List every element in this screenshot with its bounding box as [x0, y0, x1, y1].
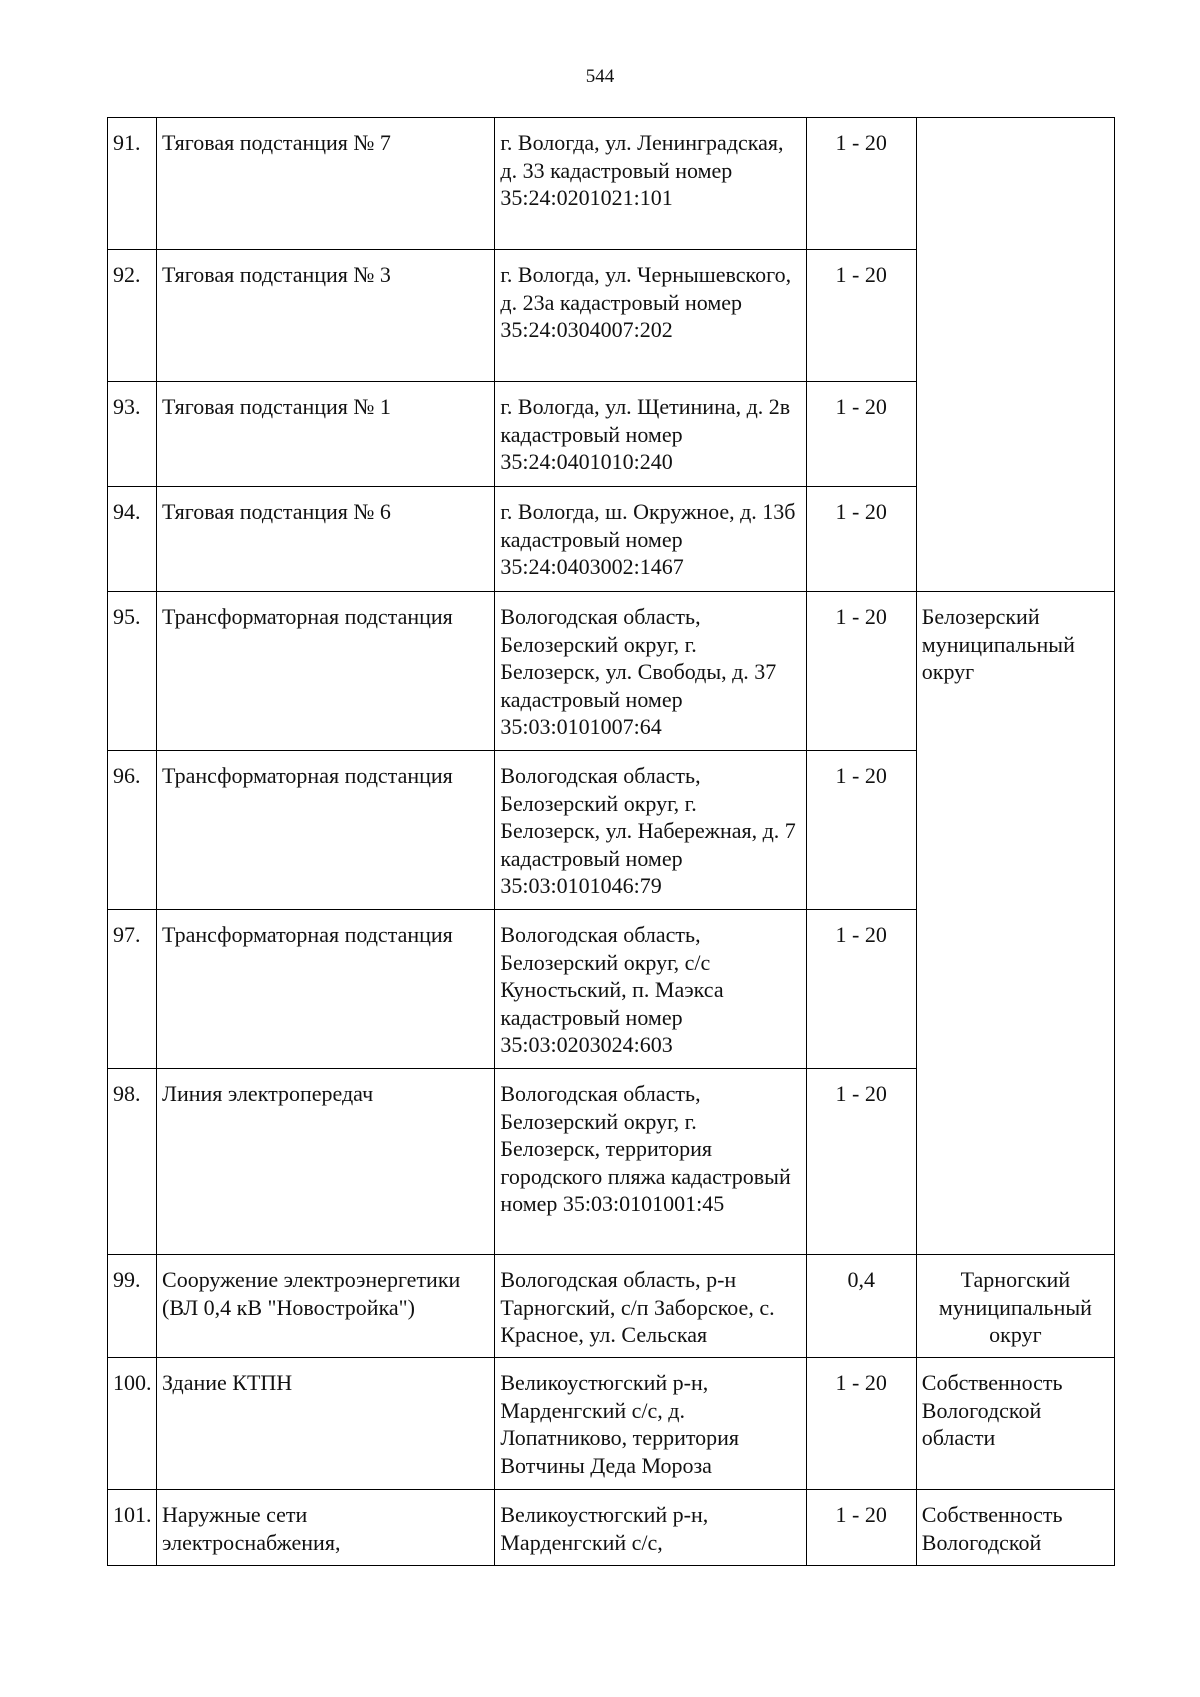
object-name: Трансформаторная подстанция: [157, 592, 495, 751]
row-number: 100.: [108, 1358, 157, 1490]
object-name: Тяговая подстанция № 7: [157, 118, 495, 250]
object-address: Великоустюгский р-н, Марденгский с/с, д. Лопатниково, территория Вотчины Деда Мороза: [495, 1358, 806, 1490]
object-value: 1 - 20: [806, 1490, 916, 1566]
object-value: 1 - 20: [806, 382, 916, 487]
object-value: 1 - 20: [806, 910, 916, 1069]
registry-table: [107, 117, 1115, 1566]
object-name: Тяговая подстанция № 3: [157, 250, 495, 382]
row-number: 101.: [108, 1490, 157, 1566]
object-value: 1 - 20: [806, 1069, 916, 1255]
row-number: 93.: [108, 382, 157, 487]
table-row: [108, 1490, 1115, 1566]
object-value: 1 - 20: [806, 751, 916, 910]
object-address: Вологодская область, Белозерский округ, г. Белозерск, территория городского пляжа кадастровый номер 35:03:0101001:45: [495, 1069, 806, 1255]
owner-vologda-region: Собственность Вологодской области: [916, 1358, 1114, 1490]
object-name: Тяговая подстанция № 1: [157, 382, 495, 487]
row-number: 91.: [108, 118, 157, 250]
object-value: 1 - 20: [806, 250, 916, 382]
object-name: Трансформаторная подстанция: [157, 751, 495, 910]
object-value: 1 - 20: [806, 592, 916, 751]
object-address: г. Вологда, ул. Чернышевского, д. 23а кадастровый номер 35:24:0304007:202: [495, 250, 806, 382]
owner-tarnogsky: Тарногский муниципальный округ: [916, 1255, 1114, 1358]
row-number: 95.: [108, 592, 157, 751]
object-address: г. Вологда, ш. Окружное, д. 13б кадастровый номер 35:24:0403002:1467: [495, 487, 806, 592]
object-value: 1 - 20: [806, 1358, 916, 1490]
object-name: Трансформаторная подстанция: [157, 910, 495, 1069]
object-address: г. Вологда, ул. Щетинина, д. 2в кадастровый номер 35:24:0401010:240: [495, 382, 806, 487]
page-number: 544: [585, 66, 615, 87]
object-address: Вологодская область, Белозерский округ, г. Белозерск, ул. Набережная, д. 7 кадастровый номер 35:03:0101046:79: [495, 751, 806, 910]
table-row: [108, 1358, 1115, 1490]
row-number: 99.: [108, 1255, 157, 1358]
row-number: 97.: [108, 910, 157, 1069]
object-address: Вологодская область, р-н Тарногский, с/п Заборское, с. Красное, ул. Сельская: [495, 1255, 806, 1358]
object-address: г. Вологда, ул. Ленинградская, д. 33 кадастровый номер 35:24:0201021:101: [495, 118, 806, 250]
table-row: [108, 1255, 1115, 1358]
object-name: Линия электропередач: [157, 1069, 495, 1255]
object-name: Тяговая подстанция № 6: [157, 487, 495, 592]
table-row: [108, 592, 1115, 751]
object-address: Великоустюгский р-н, Марденгский с/с,: [495, 1490, 806, 1566]
object-name: Сооружение электроэнергетики (ВЛ 0,4 кВ "Новостройка"): [157, 1255, 495, 1358]
row-number: 92.: [108, 250, 157, 382]
owner-vologda-region: Собственность Вологодской: [916, 1490, 1114, 1566]
object-name: Здание КТПН: [157, 1358, 495, 1490]
owner-belozersky: Белозерский муниципальный округ: [916, 592, 1114, 1255]
object-name: Наружные сети электроснабжения,: [157, 1490, 495, 1566]
object-address: Вологодская область, Белозерский округ, с/с Куностьский, п. Маэкса кадастровый номер 35:03:0203024:603: [495, 910, 806, 1069]
row-number: 94.: [108, 487, 157, 592]
owner-cell-91-94: [916, 118, 1114, 592]
row-number: 98.: [108, 1069, 157, 1255]
object-value: 1 - 20: [806, 487, 916, 592]
object-value: 0,4: [806, 1255, 916, 1358]
table-row: [108, 118, 1115, 250]
object-value: 1 - 20: [806, 118, 916, 250]
row-number: 96.: [108, 751, 157, 910]
object-address: Вологодская область, Белозерский округ, г. Белозерск, ул. Свободы, д. 37 кадастровый номер 35:03:0101007:64: [495, 592, 806, 751]
